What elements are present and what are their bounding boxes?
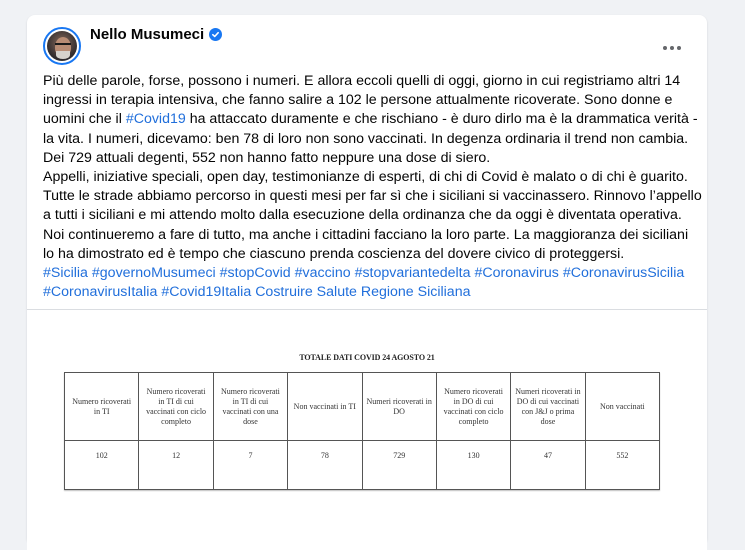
- post-text-segment: ha attaccato duramente e che rischiano - è duro dirlo ma è la drammatica verità -: [185, 111, 698, 128]
- author-avatar[interactable]: [43, 27, 81, 65]
- hashtag-link[interactable]: #stopCovid: [219, 265, 291, 282]
- author-row: [90, 26, 222, 43]
- post-text-segment: uomini che il: [43, 111, 126, 128]
- table-header-cell: Numero ricoverati in TI: [65, 373, 139, 441]
- verified-badge-icon: [209, 28, 222, 41]
- post-text-line: [43, 91, 703, 110]
- table-header-cell: Numeri ricoverati in DO di cui vaccinati con J&J o prima dose: [511, 373, 585, 441]
- post-header: [27, 15, 707, 75]
- more-horizontal-icon: [663, 46, 667, 50]
- post-text-segment: Dei 729 attuali degenti, 552 non hanno fatto neppure una dose di siero.: [43, 149, 491, 166]
- hashtag-line: [43, 264, 703, 283]
- table-cell: 47: [511, 441, 585, 490]
- attached-image[interactable]: [27, 310, 707, 550]
- table-header-row: [65, 373, 660, 441]
- post-text-line: [43, 245, 703, 264]
- table-cell: 78: [288, 441, 362, 490]
- post-text-line: [43, 72, 703, 91]
- table-cell: 12: [139, 441, 213, 490]
- table-cell: 552: [585, 441, 659, 490]
- post-paragraph: [43, 72, 703, 264]
- hashtag-link[interactable]: #Coronavirus: [474, 265, 559, 282]
- table-header-cell: Numero ricoverati in DO di cui vaccinati con ciclo completo: [436, 373, 510, 441]
- post-text-segment: ingressi in terapia intensiva, che fanno salire a 102 le persone attualmente ricoverate. Sono donne e: [43, 92, 673, 109]
- post-text-line: [43, 226, 703, 245]
- post-text-line: [43, 187, 703, 206]
- hashtag-link[interactable]: #stopvariantedelta: [354, 265, 471, 282]
- hashtag-link[interactable]: #Covid19Italia: [161, 284, 252, 301]
- post-text-segment: a tutti i siciliani e mi attendo molto dalla esecuzione della ordinanza che da oggi è diventata operativa.: [43, 207, 682, 224]
- hashtag-link[interactable]: #governoMusumeci: [91, 265, 216, 282]
- post-card: [27, 15, 707, 545]
- post-text-line: [43, 168, 703, 187]
- table-cell: 729: [362, 441, 436, 490]
- table-cell: 130: [436, 441, 510, 490]
- post-text: [43, 72, 703, 302]
- post-text-segment: Più delle parole, forse, possono i numeri. E allora eccoli quelli di oggi, giorno in cui registriamo altri 14: [43, 73, 681, 89]
- post-text-segment: Noi continueremo a fare di tutto, ma anche i cittadini facciano la loro parte. La maggioranza dei siciliani: [43, 226, 689, 243]
- table-cell: 102: [65, 441, 139, 490]
- more-horizontal-icon-dot: [670, 46, 674, 50]
- hashtag-link[interactable]: #CoronavirusItalia: [43, 284, 158, 301]
- post-text-line: [43, 206, 703, 225]
- table-cell: 7: [213, 441, 287, 490]
- post-text-segment: lo ha dimostrato ed è tempo che ciascuno prenda coscienza del dovere civico di proteggersi.: [43, 245, 625, 262]
- hashtag-link[interactable]: #Sicilia: [43, 265, 88, 282]
- profile-photo-icon: [47, 31, 77, 61]
- table-header-cell: Numeri ricoverati in DO: [362, 373, 436, 441]
- document-title: TOTALE DATI COVID 24 AGOSTO 21: [299, 353, 435, 362]
- hashtag-link[interactable]: #Covid19: [125, 111, 186, 128]
- post-text-segment: la vita. I numeri, dicevamo: ben 78 di loro non sono vaccinati. In degenza ordinaria il trend non cambia.: [43, 130, 689, 147]
- table-header-cell: Non vaccinati in TI: [288, 373, 362, 441]
- table-header-cell: Numero ricoverati in TI di cui vaccinati con ciclo completo: [139, 373, 213, 441]
- more-horizontal-icon-dot: [677, 46, 681, 50]
- table-row: [65, 441, 660, 490]
- table-header-cell: Numero ricoverati in TI di cui vaccinati con una dose: [213, 373, 287, 441]
- hashtag-link[interactable]: Costruire Salute Regione Siciliana: [255, 284, 471, 301]
- post-text-segment: Appelli, iniziative speciali, open day, testimonianze di esperti, di chi di Covid è malato o di chi è guarito.: [43, 169, 688, 186]
- more-options-button[interactable]: [657, 33, 687, 63]
- post-text-line: [43, 149, 703, 168]
- post-hashtags: [43, 264, 703, 302]
- post-text-segment: Tutte le strade abbiamo percorso in questi mesi per far sì che i siciliani si vaccinassero. Rinnovo l’appello: [43, 188, 702, 205]
- post-text-line: [43, 130, 703, 149]
- hashtag-link[interactable]: #CoronavirusSicilia: [562, 265, 685, 282]
- post-text-line: [43, 110, 703, 129]
- author-name[interactable]: Nello Musumeci: [90, 26, 205, 43]
- hashtag-line: [43, 283, 703, 302]
- table-header-cell: Non vaccinati: [585, 373, 659, 441]
- covid-data-table: [64, 372, 660, 490]
- hashtag-link[interactable]: #vaccino: [294, 265, 351, 282]
